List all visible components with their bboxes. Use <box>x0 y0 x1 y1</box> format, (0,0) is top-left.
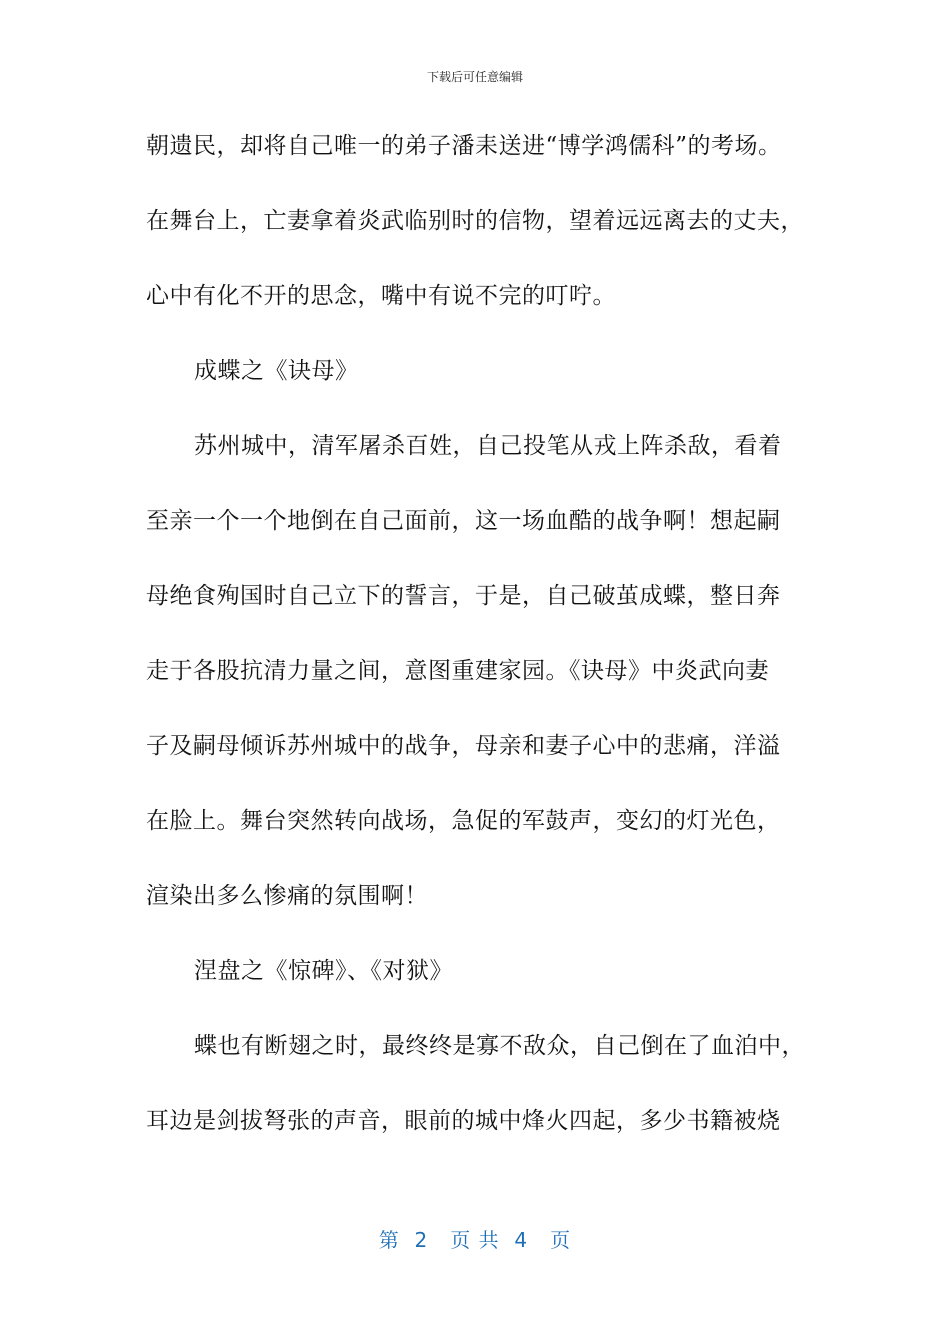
page-number-footer: 第 2 页 共 4 页 <box>378 1228 572 1252</box>
text-line: 至亲一个一个地倒在自己面前，这一场血酷的战争啊！想起嗣 <box>146 508 781 534</box>
section-heading: 涅盘之《惊碑》、《对狱》 <box>194 958 453 984</box>
text-line: 在舞台上，亡妻拿着炎武临别时的信物，望着远远离去的丈夫， <box>146 208 804 234</box>
section-heading: 成蝶之《诀母》 <box>194 358 359 384</box>
text-line: 渲染出多么惨痛的氛围啊！ <box>146 883 428 909</box>
text-line: 朝遗民，却将自己唯一的弟子潘耒送进“博学鸿儒科”的考场。 <box>146 133 782 159</box>
document-body <box>146 121 816 1171</box>
text-line: 母绝食殉国时自己立下的誓言，于是，自己破茧成蝶，整日奔 <box>146 583 781 609</box>
text-line: 子及嗣母倾诉苏州城中的战争，母亲和妻子心中的悲痛，洋溢 <box>146 733 781 759</box>
text-line: 耳边是剑拔弩张的声音，眼前的城中烽火四起，多少书籍被烧 <box>146 1108 781 1134</box>
text-line: 心中有化不开的思念，嘴中有说不完的叮咛。 <box>146 283 616 309</box>
text-line: 蝶也有断翅之时，最终终是寡不敌众，自己倒在了血泊中， <box>194 1033 805 1059</box>
text-line: 在脸上。舞台突然转向战场，急促的军鼓声，变幻的灯光色， <box>146 808 781 834</box>
header-note: 下载后可任意编辑 <box>426 70 523 84</box>
text-line: 走于各股抗清力量之间，意图重建家园。《诀母》中炎武向妻 <box>146 658 769 684</box>
text-line: 苏州城中，清军屠杀百姓，自己投笔从戎上阵杀敌，看着 <box>194 433 782 459</box>
